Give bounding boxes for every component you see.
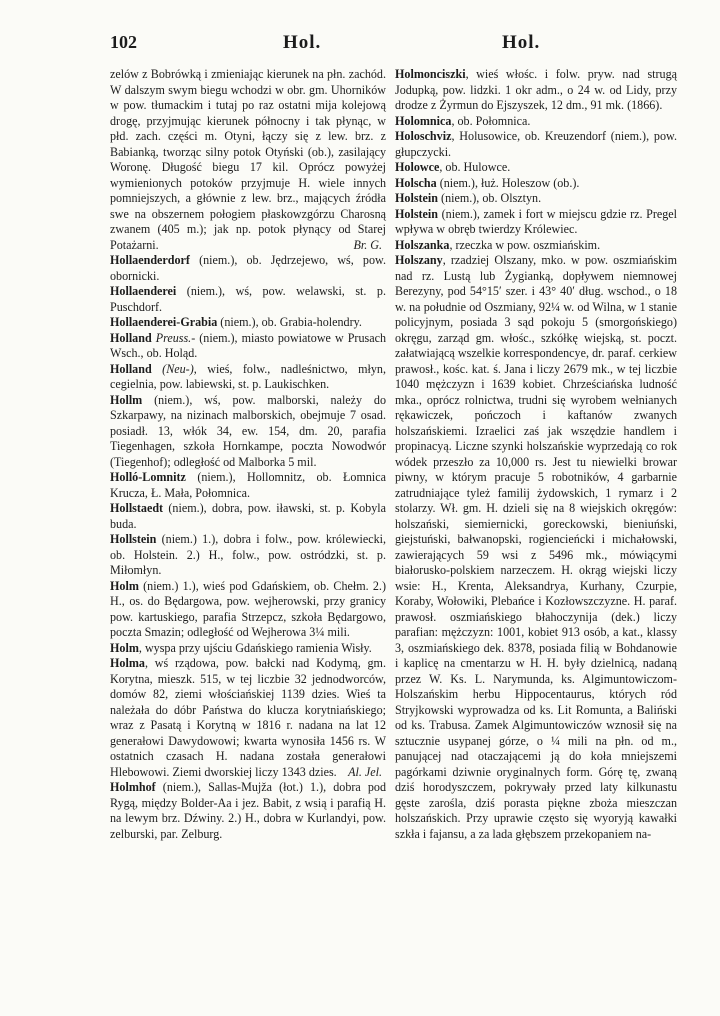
dictionary-entry: [395, 67, 677, 114]
continued-text: zelów z Bobrówką i zmieniając kierunek na płn. zachód. W dalszym swym biegu wchodzi w obr. gm. Uhorników w pow. tłumackim i tutaj po raz ostatni mija kolejową drogę, przyjmując kierunek północny i tak płynąc, w płd. zach. części m. Otyni, łączy się z lew. brz. z Babianką, tworząc silny potok Otyński (ob.), zasilający Woronę. Długość biegu 17 kil. Oprócz powyżej wymienionych potoków przyjmuje H. wiele innych pomniejszych, a głównie z lew. brz., mających źródła swe na obszernem połogiem płaskowzgórzu Charosną zwanem (405 m.); jak np. potok płynący od Starej Potażarni.: [110, 67, 386, 252]
entry-text: (niem.), Hollomnitz, ob. Łomnica Krucza, Ł. Mała, Połomnica.: [110, 470, 386, 500]
running-header: [110, 30, 670, 58]
entry-text: (niem.), ob. Grabia-holendry.: [217, 315, 362, 329]
dictionary-entry: [395, 176, 677, 192]
dictionary-entry: [110, 362, 386, 393]
entry-headword: Holstein: [395, 191, 439, 205]
entry-headword: Holló-Lomnitz: [110, 470, 186, 484]
entry-text: , Holusowice, ob. Kreuzendorf (niem.), pow. głupczycki.: [395, 129, 677, 159]
entry-text: , wyspa przy ujściu Gdańskiego ramienia Wisły.: [138, 640, 372, 655]
entry-headword: Hollstein: [110, 532, 157, 546]
entry-headword: Holomnica: [395, 113, 452, 128]
entry-headword: Holszany: [395, 253, 443, 267]
entry-headword: Hollstaedt: [110, 501, 164, 515]
entry-text: (niem.), ob. Olsztyn.: [438, 191, 542, 205]
entry-headword: Holm: [110, 578, 139, 593]
entry-headword: Holoschviz: [395, 129, 452, 143]
page-number: 102: [110, 32, 137, 52]
dictionary-entry: [110, 532, 386, 579]
entry-headword: Hollm: [110, 392, 143, 407]
entry-headword: Holscha: [395, 175, 437, 190]
dictionary-entry: [110, 315, 386, 331]
entry-headword: Holmonciszki: [395, 67, 466, 81]
entry-headword: Holmhof: [110, 780, 156, 794]
entry-text: , wieś włośc. i folw. pryw. nad strugą Jodupką, pow. lidzki. 1 okr adm., o 24 w. od Lidy, przy drodze z Żyrmun do Ejszyszek, 12 dm., 91 mk. (1866).: [395, 67, 677, 112]
entry-text: , wieś, folw., nadleśnictwo, młyn, cegielnia, pow. labiewski, st. p. Laukischken.: [110, 361, 386, 391]
entry-text: , ob. Połomnica.: [451, 113, 531, 128]
entry-text: (niem.) 1.), wieś pod Gdańskiem, ob. Chełm. 2.) H., os. do Będargowa, pow. wejherowski, przy granicy pow. kartuskiego, parafia Strzepcz, szkoła Będargowo, poczta Smazin; odległość od Wejherowa 3¼ mili.: [110, 578, 386, 639]
dictionary-entry: [395, 253, 677, 842]
entry-text: (niem.), Sallas-Mujža (łot.) 1.), dobra pod Rygą, między Bolder-Aa i jez. Babit, z wsią i parafią H. na lewym brz. Dźwiny. 2.) H., dobra w Kurlandyi, pow. zelburski, par. Zelburg.: [110, 780, 386, 841]
dictionary-entry: [395, 238, 677, 254]
dictionary-entry: [395, 129, 677, 160]
entry-text: , rzadziej Olszany, mko. w pow. oszmiańskim nad rz. Lustą lub Żygianką, dopływem niemnowej Berezyny, pod 54°15′ szer. i 43° 40′ dług. wschod., o 18 w. na południe od Oszmiany, 92¼ w. od Wilna, w 1 stanie policyjnym, posiada 3 sąd pokoju 5 (smorgońskiego) okręgu, zarząd gm. włośc., szkółkę wiejską, st. poczt. załatwiającą wszelkie korrespondencye, dr. paraf. cerkiew prawosł., kośc. kat. ś. Jana i liczy 2679 mk., w tej liczbie 1040 mężczyzn i 1639 kobiet. Chrześciańska ludność mka., oprócz rolnictwa, trudni się wyrobem wełnianych rękawiczek, pończoch i kaftanów zwanych holszańskiemi. Izraelici zaś jak wszędzie handlem i propinacyą. Liczne szynki holszańskie wyprzedają co rok wódek przeszło za 10,000 rs. Jest tu niewielki browar piwny, w którym pracuje 5 robotników, 4 garbarnie zatrudniające tyleż familij żydowskich, 1 rymarz i 2 stolarzy. Wł. gm. H. dzieli się na 8 wiejskich okręgów: holszański, siemiernicki, goreckowski, bieniuński, giejstuński, bałwanopski, rogiencieńcki i michałowski, zawierających 59 wsi z 5496 mk., mówiącymi białorusko-polskiem narzeczem. H. okrąg wiejski liczy wsie: H., Krenta, Aleksandrya, Kurhany, Czurpie, Koraby, Wołowiki, Plebańce i Kozłowszczyzne. H. paraf. prawosł. oszmiańskiego błahoczynija (dek.) liczy parafian: mężczyzn: 1001, kobiet 913 osób, a kat., klassy 3, oszmiańskiego dek. 8378, posiada filią w Bohdanowie i kaplicę na cmentarzu w H. H. były dzielnicą, nadaną przez W. Ks. L. Narymunda, ks. Algimuntowiczom-Holszańskim herbu Hippocentaurus, których ród Stryjkowski wyprowadza od ks. Lit Romunta, a Baliński od ks. Trabusa. Zamek Algimuntowiczów wznosił się na sztucznie usypanej górze, o ¼ mili na płn. od m., panującej nad otaczającemi ją do koła mniejszemi pagórkami dziwnie oryginalnych form. Górę tę, zwaną dziś horodyszczem, pokrywały przed laty kilkunastu gęste zarośla, dziś porasta piękne zboża mieszczan holszańskich. Przy uprawie często się wyoryją kawałki szkła i fajansu, a za lada głębszem przekopaniem na-: [395, 253, 677, 841]
entry-text: (niem.), wś, pow. malborski, należy do Szkarpawy, na nizinach malborskich, obejmuje 7 osad. posiadł. 13, włók 34, ew. 154, dm. 20, parafia Tiegenhagen, szkoła Hornkampe, poczta Nowodwór (Tiegenhof); odległość od Malborka 5 mil.: [110, 392, 386, 469]
entry-text: (niem.), dobra, pow. iławski, st. p. Kobyla buda.: [110, 501, 386, 531]
entry-headword: Holland: [110, 330, 152, 345]
dictionary-entry: [110, 331, 386, 362]
entry-headword: Hollaenderdorf: [110, 253, 190, 267]
dictionary-entry: [110, 470, 386, 501]
entry-text: , ob. Hulowce.: [439, 160, 511, 174]
dictionary-entry: [110, 253, 386, 284]
left-column: [110, 67, 386, 842]
entry-text: (niem.), wś, pow. welawski, st. p. Puschdorf.: [110, 284, 386, 314]
right-column: [395, 67, 677, 842]
entry-variant: Preuss.: [151, 330, 192, 345]
entry-headword: Holm: [110, 640, 139, 655]
entry-headword: Holland: [110, 361, 152, 376]
author-signature: Br. G.: [353, 237, 382, 252]
right-running-head: Hol.: [502, 32, 541, 53]
author-signature: Al. Jel.: [348, 764, 382, 779]
entry-headword: Hollaenderei-Grabia: [110, 315, 218, 329]
dictionary-entry: [395, 160, 677, 176]
entry-variant: (Neu-): [151, 361, 194, 376]
dictionary-entry: [110, 656, 386, 780]
entry-text: , wś rządowa, pow. bałcki nad Kodymą, gm. Korytna, mieszk. 515, w tej liczbie 32 jednodworców, domów 82, ziemi włościańskiej 1139 dzies. Wieś ta należała do dóbr Państwa do klucza korytniańskiego; wraz z Pasatą i Korytną w 1816 r. nadana na lat 12 generałowi Dawydowowi; kwarta wynosiła 1456 rs. W ostatnich czasach H. nadana została generałowi Hlebowowi. Ziemi dworskiej liczy 1343 dzies.: [110, 656, 386, 779]
entry-headword: Holowce: [395, 160, 440, 174]
entry-text: - (niem.), miasto powiatowe w Prusach Wsch., ob. Holąd.: [110, 330, 386, 360]
dictionary-entry: [110, 393, 386, 471]
entry-headword: Holstein: [395, 206, 439, 221]
dictionary-entry: [395, 191, 677, 207]
entry-headword: Holma: [110, 656, 145, 670]
entry-text: (niem.), zamek i fort w miejscu gdzie rz. Pregel wpływa w obręb twierdzy Królewiec.: [395, 206, 677, 236]
entry-text: (niem.), ob. Jędrzejewo, wś, pow. obornicki.: [110, 253, 386, 283]
entry-text: (niem.) 1.), dobra i folw., pow. królewiecki, ob. Holstein. 2.) H., folw., pow. ostródzki, st. p. Miłomłyn.: [110, 532, 386, 577]
dictionary-entry: [110, 579, 386, 641]
entry-text: , rzeczka w pow. oszmiańskim.: [449, 237, 601, 252]
entry-text: (niem.), łuż. Holeszow (ob.).: [436, 175, 580, 190]
dictionary-entry: [395, 207, 677, 238]
dictionary-entry: [110, 501, 386, 532]
dictionary-entry: [110, 641, 386, 657]
entry-headword: Hollaenderei: [110, 284, 177, 298]
left-running-head: Hol.: [283, 32, 322, 53]
entry-headword: Holszanka: [395, 237, 450, 252]
dictionary-entry: [110, 284, 386, 315]
dictionary-entry: [110, 780, 386, 842]
dictionary-entry: [395, 114, 677, 130]
